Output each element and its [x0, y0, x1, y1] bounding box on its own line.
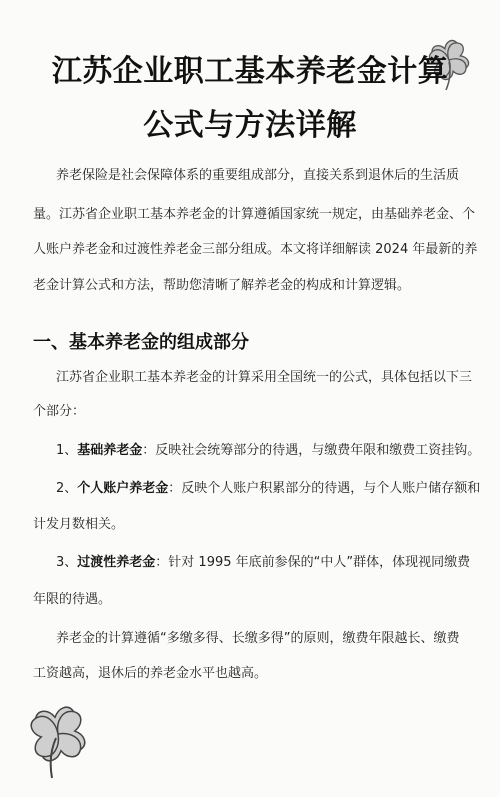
- intro-line-3: 人账户养老金和过渡性养老金三部分组成。本文将详细解读 2024 年最新的养: [33, 242, 478, 257]
- closing-line-1: 养老金的计算遵循“多缴多得、长缴多得”的原则，缴费年限越长、缴费: [56, 631, 460, 646]
- list-item-number: 3、: [56, 555, 78, 570]
- intro-line-1: 养老保险是社会保障体系的重要组成部分，直接关系到退休后的生活质: [56, 168, 460, 183]
- intro-line-2: 量。江苏省企业职工基本养老金的计算遵循国家统一规定，由基础养老金、个: [33, 207, 476, 222]
- list-item-term: 个人账户养老金: [77, 481, 169, 496]
- list-item-term: 基础养老金: [77, 443, 143, 458]
- list-item-3-continuation: 年限的待遇。: [33, 592, 112, 607]
- list-item-number: 2、: [56, 481, 78, 496]
- list-item-2-continuation: 计发月数相关。: [33, 517, 125, 532]
- list-item-text: ：反映社会统筹部分的待遇，与缴费年限和缴费工资挂钩。: [142, 443, 481, 458]
- list-item-text: ：针对 1995 年底前参保的“中人”群体，体现视同缴费: [155, 555, 471, 570]
- list-item-1: [56, 441, 496, 461]
- section-intro-line-2: 个部分：: [33, 404, 86, 419]
- list-item-2: [56, 479, 496, 499]
- page-title-line-2: 公式与方法详解: [143, 108, 357, 143]
- list-item-text: ：反映个人账户积累部分的待遇，与个人账户储存额和: [168, 481, 481, 496]
- list-item-3: [56, 553, 496, 573]
- section-heading: 一、基本养老金的组成部分: [33, 332, 249, 353]
- section-intro-line-1: 江苏省企业职工基本养老金的计算采用全国统一的公式，具体包括以下三: [56, 370, 473, 385]
- closing-line-2: 工资越高，退休后的养老金水平也越高。: [33, 666, 268, 681]
- list-item-number: 1、: [56, 443, 78, 458]
- list-item-term: 过渡性养老金: [77, 555, 156, 570]
- page-title-line-1: 江苏企业职工基本养老金计算: [51, 54, 449, 89]
- intro-line-4: 老金计算公式和方法，帮助您清晰了解养老金的构成和计算逻辑。: [33, 278, 411, 293]
- clover-icon: [22, 700, 94, 780]
